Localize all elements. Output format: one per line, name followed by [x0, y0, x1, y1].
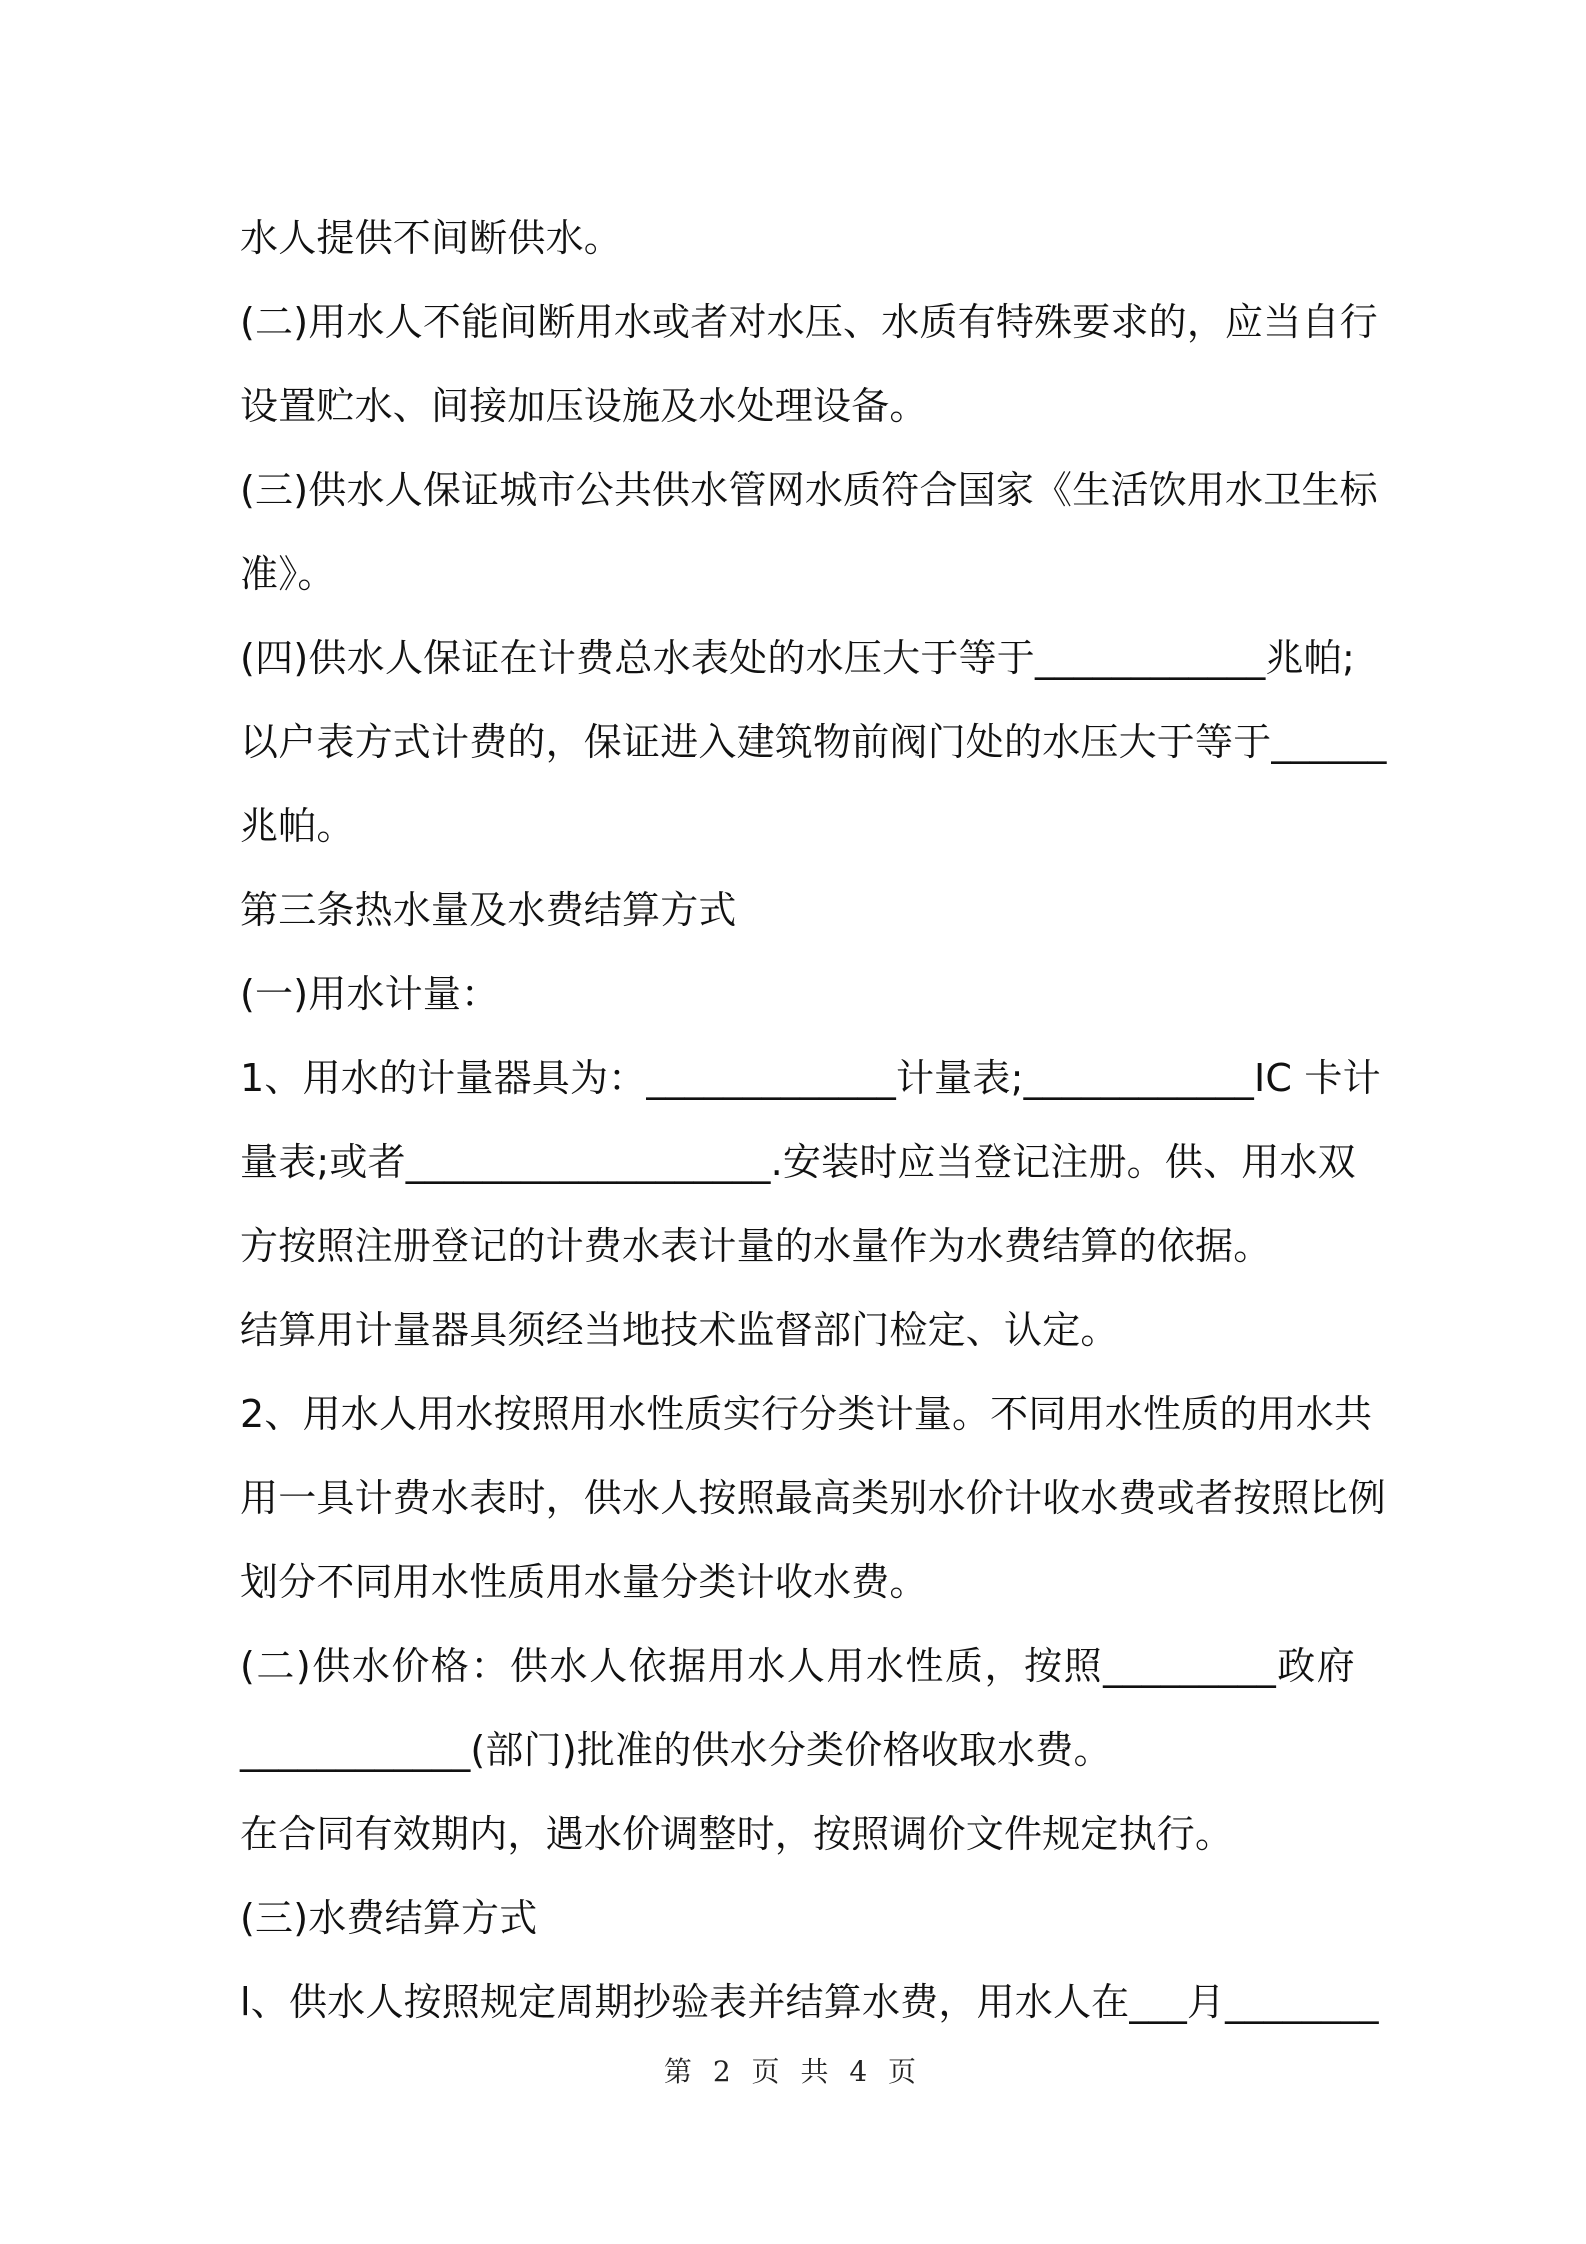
- text-line: (三)供水人保证城市公共供水管网水质符合国家《生活饮用水卫生标: [240, 468, 1378, 512]
- text-line: 用一具计费水表时，供水人按照最高类别水价计收水费或者按照比例: [240, 1476, 1387, 1520]
- text-line: 第三条热水量及水费结算方式: [240, 888, 737, 932]
- text-line: 量表;或者___________________.安装时应当登记注册。供、用水双: [240, 1140, 1356, 1184]
- text-line: (二)用水人不能间断用水或者对水压、水质有特殊要求的，应当自行: [240, 300, 1378, 344]
- text-line: 结算用计量器具须经当地技术监督部门检定、认定。: [240, 1308, 1119, 1352]
- text-line: (三)水费结算方式: [240, 1896, 538, 1940]
- text-line: 兆帕。: [240, 804, 355, 848]
- text-line: ____________(部门)批准的供水分类价格收取水费。: [240, 1728, 1112, 1772]
- page-footer: 第 2 页 共 4 页: [663, 2055, 923, 2088]
- text-line: 2、用水人用水按照用水性质实行分类计量。不同用水性质的用水共: [240, 1392, 1373, 1436]
- text-line: 在合同有效期内，遇水价调整时，按照调价文件规定执行。: [240, 1812, 1234, 1856]
- text-line: 1、用水的计量器具为：_____________计量表;____________IC 卡计: [240, 1056, 1381, 1100]
- text-line: 设置贮水、间接加压设施及水处理设备。: [240, 384, 928, 428]
- text-line: 划分不同用水性质用水量分类计收水费。: [240, 1560, 928, 1604]
- text-line: 水人提供不间断供水。: [240, 216, 623, 260]
- text-line: 准》。: [240, 552, 336, 596]
- text-line: 方按照注册登记的计费水表计量的水量作为水费结算的依据。: [240, 1224, 1272, 1268]
- text-line: (一)用水计量：: [240, 972, 500, 1016]
- text-line: 以户表方式计费的，保证进入建筑物前阀门处的水压大于等于______: [240, 720, 1387, 764]
- text-line: (二)供水价格：供水人依据用水人用水性质，按照_________政府: [240, 1644, 1355, 1688]
- text-line: (四)供水人保证在计费总水表处的水压大于等于____________兆帕;: [240, 636, 1355, 680]
- document-body: [240, 196, 1387, 2044]
- text-line: l、供水人按照规定周期抄验表并结算水费，用水人在___月________: [240, 1980, 1379, 2024]
